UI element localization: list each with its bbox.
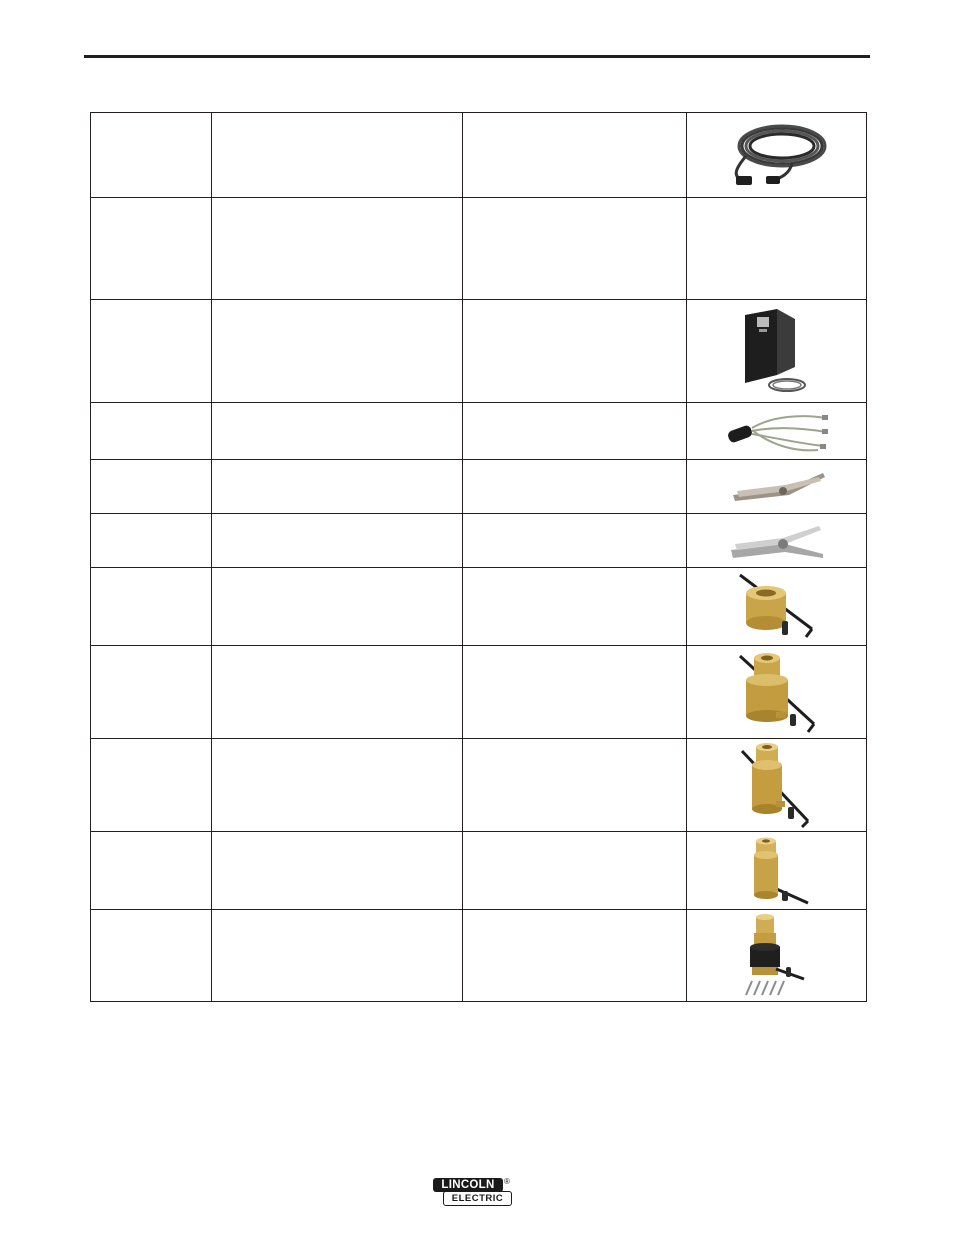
table-row — [91, 832, 867, 910]
table-cell — [687, 198, 867, 300]
table-row — [91, 739, 867, 832]
header-rule — [84, 55, 870, 58]
table-cell — [212, 403, 463, 460]
table-cell — [687, 514, 867, 568]
table-cell — [212, 832, 463, 910]
table-row — [91, 198, 867, 300]
table-cell — [91, 568, 212, 646]
table-cell — [91, 646, 212, 739]
table-cell — [463, 739, 687, 832]
table-cell — [687, 113, 867, 198]
table-cell — [91, 514, 212, 568]
table-row — [91, 910, 867, 1002]
table-cell — [463, 832, 687, 910]
table-cell — [91, 910, 212, 1002]
table-row — [91, 646, 867, 739]
table-cell — [212, 300, 463, 403]
table-cell — [463, 113, 687, 198]
table-cell — [212, 460, 463, 514]
table-cell — [212, 910, 463, 1002]
remote-control-box-icon — [737, 305, 817, 397]
table-cell — [463, 514, 687, 568]
table-cell — [212, 739, 463, 832]
table-cell — [463, 403, 687, 460]
table-cell — [91, 739, 212, 832]
table-cell — [687, 460, 867, 514]
control-cable-coil-icon — [722, 116, 832, 194]
registered-mark: ® — [504, 1177, 510, 1186]
table-cell — [463, 300, 687, 403]
table-cell — [212, 568, 463, 646]
table-cell — [212, 646, 463, 739]
brass-gun-bushing-short-icon — [732, 571, 822, 643]
table-cell — [212, 113, 463, 198]
lincoln-electric-logo — [433, 1178, 511, 1208]
wire-harness-adapter-icon — [722, 406, 832, 456]
table-row — [91, 403, 867, 460]
table-cell — [463, 910, 687, 1002]
table-cell — [687, 403, 867, 460]
table-cell — [91, 460, 212, 514]
accessories-table — [90, 112, 867, 1002]
brass-gun-bushing-gas-fitting-icon — [732, 648, 822, 736]
table-row — [91, 460, 867, 514]
table-cell — [463, 460, 687, 514]
table-row — [91, 300, 867, 403]
table-cell — [91, 198, 212, 300]
table-cell — [463, 198, 687, 300]
table-cell — [91, 113, 212, 198]
brass-gun-bushing-tall-icon — [732, 741, 822, 829]
table-row — [91, 113, 867, 198]
table-cell — [463, 568, 687, 646]
brass-gun-bushing-slim-icon — [732, 835, 822, 907]
table-cell — [212, 514, 463, 568]
table-cell — [91, 403, 212, 460]
table-cell — [687, 300, 867, 403]
table-cell — [687, 568, 867, 646]
table-cell — [91, 832, 212, 910]
table-row — [91, 568, 867, 646]
ground-clamp-large-icon — [727, 520, 827, 562]
table-cell — [463, 646, 687, 739]
table-cell — [687, 910, 867, 1002]
table-cell — [91, 300, 212, 403]
table-cell — [687, 832, 867, 910]
gun-connector-kit-icon — [732, 913, 822, 999]
logo-line1: LINCOLN — [433, 1178, 503, 1192]
table-cell — [687, 646, 867, 739]
table-cell — [212, 198, 463, 300]
ground-clamp-small-icon — [727, 467, 827, 507]
table-row — [91, 514, 867, 568]
table-cell — [687, 739, 867, 832]
logo-line2: ELECTRIC — [443, 1191, 512, 1206]
